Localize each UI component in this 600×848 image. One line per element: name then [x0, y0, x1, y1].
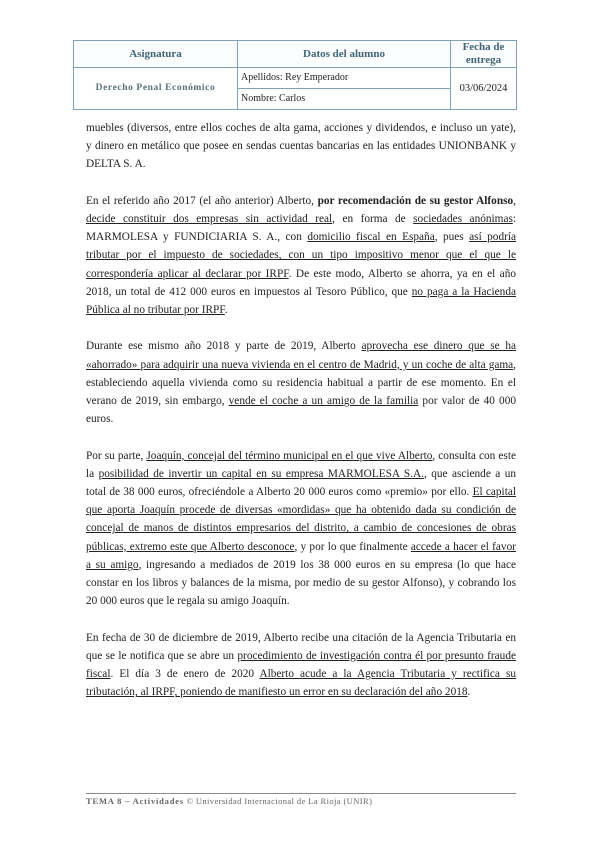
text-run: , que asciende a un total de 38 000 euros, ofreciéndole a Alberto 20 000 euros como «premio» por ello.: [86, 467, 516, 499]
underlined-text: sociedades anónimas: [413, 213, 513, 225]
delivery-date: 03/06/2024: [451, 68, 517, 110]
text-run: .: [467, 686, 471, 699]
text-run: .: [224, 304, 228, 317]
page-footer: [86, 793, 516, 806]
header-subject-title: Asignatura: [74, 41, 238, 68]
text-run: , estableciendo aquella vivienda como su residencia habitual a partir de ese momento. En el verano de 2019, sin embargo,: [86, 358, 516, 408]
underlined-text: procedimiento de investigación contra él por presunto fraude fiscal: [86, 649, 516, 681]
header-table: [73, 40, 517, 110]
text-run: En fecha de 30 de diciembre de 2019, Alberto recibe una citación de la Agencia Tributaria en que se le notifica que se abre un: [86, 631, 516, 662]
text-run: . De este modo, Alberto se ahorra, ya en el año 2018, un total de 412 000 euros en impuestos al Tesoro Público, que: [86, 267, 516, 298]
text-run: , y por lo que finalmente: [294, 540, 411, 553]
paragraph-5: [86, 629, 516, 702]
paragraph-2: [86, 192, 516, 319]
underlined-text: El capital que aporta Joaquín procede de diversas «mordidas» que ha obtenido dada su condición de concejal de manos de distintos empresarios del distrito, a cambio de concesiones de obras públicas, extremo este que Alberto desconoce: [86, 486, 516, 553]
underlined-text: Alberto acude a la Agencia Tributaria y rectifica su tributación, al IRPF, poniendo de manifiesto un error en su declaración del año 2018: [86, 668, 517, 699]
text-run: ,: [513, 194, 516, 207]
text-run: por valor de 40 000 euros.: [86, 395, 517, 426]
text-run: muebles (diversos, entre ellos coches de alta gama, acciones y dividendos, e incluso un yate), y dinero en metálico que posee en sendas cuentas bancarias en las entidades UNIONBANK y DELTA S. A.: [86, 122, 516, 171]
underlined-text: Joaquín, concejal del término municipal en el que vive Alberto: [146, 449, 433, 462]
bold-text: por recomendación de su gestor Alfonso: [317, 194, 514, 207]
footer-label: TEMA 8 – Actividades: [86, 796, 184, 806]
text-run: : MARMOLESA y FUNDICIARIA S. A., con: [86, 213, 516, 244]
underlined-text: aprovecha ese dinero que se ha «ahorrado» para adquirir una nueva vivienda en el centro de Madrid, y un coche de alta gama: [86, 340, 516, 371]
underlined-text: así podría tributar por el impuesto de sociedades, con un tipo impositivo menor que el que le correspondería aplicar al declarar por IRPF: [86, 231, 517, 280]
underlined-text: domicilio fiscal en España: [307, 231, 435, 244]
text-run: , pues: [434, 231, 470, 244]
text-run: , en forma de: [332, 213, 414, 225]
underlined-text: accede a hacer el favor a su amigo: [86, 540, 516, 571]
underlined-text: no paga a la Hacienda Pública al no tributar por IRPF: [86, 285, 516, 317]
paragraph-4: [86, 447, 516, 611]
header-student-title: Datos del alumno: [238, 41, 451, 68]
document-body: [86, 119, 516, 720]
text-run: Durante ese mismo año 2018 y parte de 2019, Alberto: [86, 340, 362, 353]
subject-name: Derecho Penal Económico: [74, 68, 238, 110]
text-run: , consulta con este la: [86, 449, 516, 480]
text-run: Por su parte,: [86, 449, 147, 462]
student-surname: Apellidos: Rey Emperador: [238, 68, 451, 89]
underlined-text: posibilidad de invertir un capital en su empresa MARMOLESA S.A.: [98, 467, 424, 480]
text-run: En el referido año 2017 (el año anterior) Alberto,: [86, 194, 318, 207]
paragraph-3: [86, 337, 516, 428]
paragraph-1: [86, 119, 516, 174]
underlined-text: decide constituir dos empresas sin actividad real: [86, 213, 333, 225]
text-run: . El día 3 de enero de 2020: [110, 668, 260, 681]
text-run: , ingresando a mediados de 2019 los 38 000 euros en su empresa (lo que hace constar en los libros y balances de la misma, por medio de su gestor Alfonso), y cobrando los 20 000 euros que le regala su amigo Joaquín.: [86, 558, 516, 608]
student-name: Nombre: Carlos: [238, 89, 451, 110]
underlined-text: vende el coche a un amigo de la familia: [228, 395, 419, 408]
header-date-title: Fecha de entrega: [451, 41, 517, 68]
footer-copyright: © Universidad Internacional de La Rioja (UNIR): [183, 796, 373, 806]
